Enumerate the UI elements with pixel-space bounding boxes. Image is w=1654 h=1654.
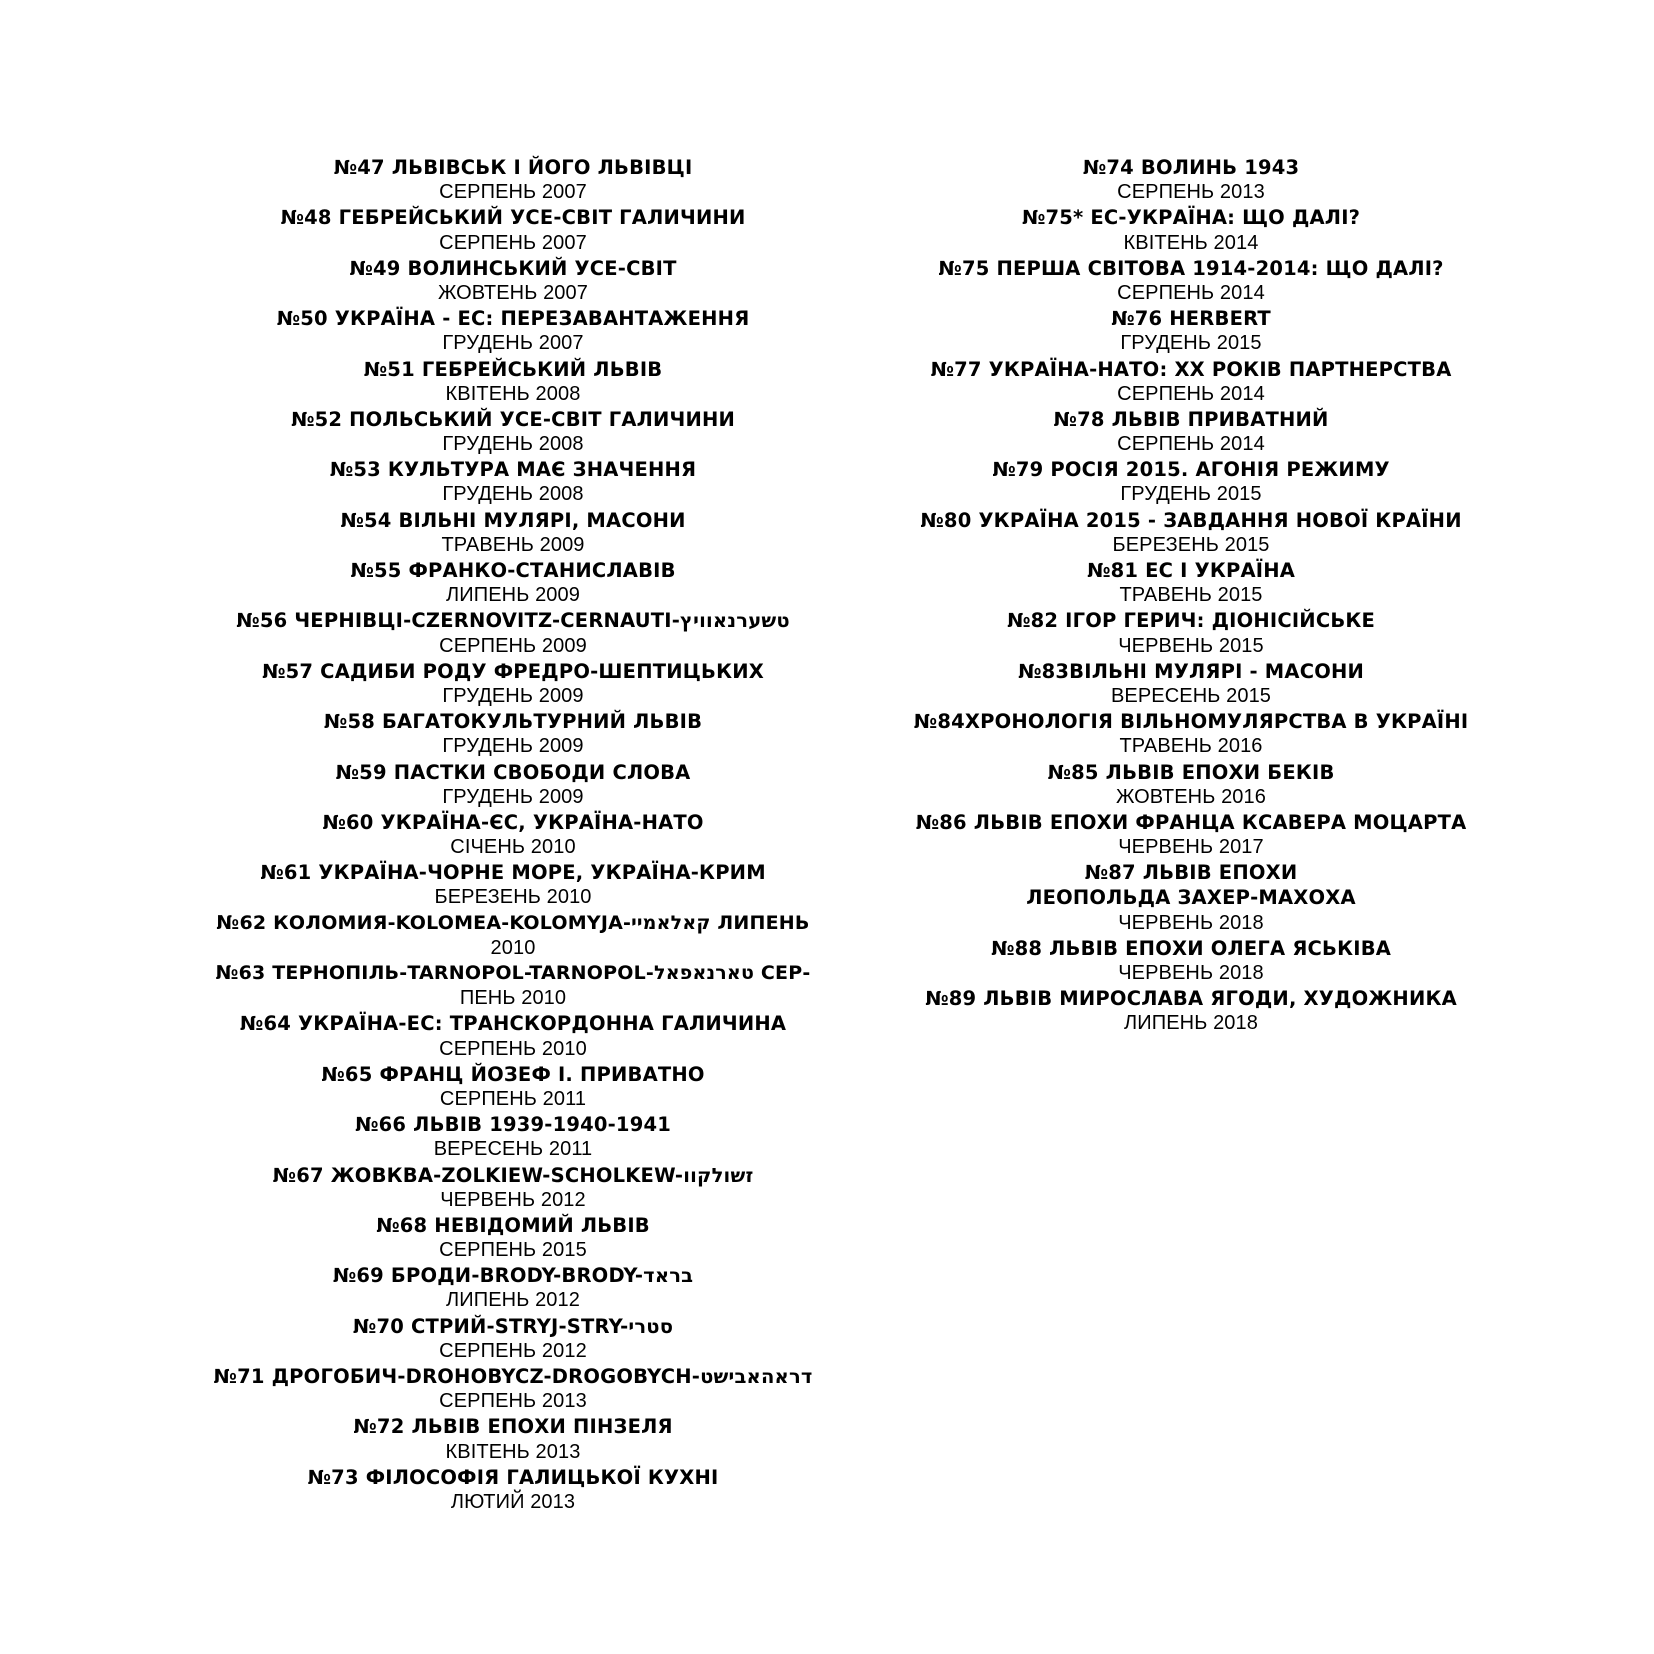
issue-date: СЕРПЕНЬ 2015 xyxy=(439,1239,587,1262)
issue-entry xyxy=(891,760,1491,810)
issue-title: №60 УКРАЇНА-ЄС, УКРАЇНА-НАТО xyxy=(322,810,704,834)
issue-date: ЧЕРВЕНЬ 2012 xyxy=(440,1188,586,1211)
issue-title: №72 ЛЬВІВ ЕПОХИ ПІНЗЕЛЯ xyxy=(353,1415,673,1439)
issue-date: ГРУДЕНЬ 2009 xyxy=(442,735,584,758)
issue-entry xyxy=(213,760,813,810)
issue-title: №71 ДРОГОБИЧ-DROHOBYCZ-DROGOBYCH-דראהאבישט xyxy=(213,1365,813,1388)
issue-date: ПЕНЬ 2010 xyxy=(459,987,567,1010)
issue-date: ЛИПЕНЬ 2009 xyxy=(446,584,580,607)
issue-entry xyxy=(213,1414,813,1464)
issue-date: ЧЕРВЕНЬ 2017 xyxy=(1118,836,1264,859)
issue-date: ГРУДЕНЬ 2015 xyxy=(1120,332,1262,355)
issue-date: БЕРЕЗЕНЬ 2010 xyxy=(434,886,592,909)
issue-title: №61 УКРАЇНА-ЧОРНЕ МОРЕ, УКРАЇНА-КРИМ xyxy=(260,861,766,885)
issue-date: ЛИПЕНЬ 2018 xyxy=(1124,1012,1258,1035)
issue-date: ГРУДЕНЬ 2015 xyxy=(1120,483,1262,506)
issue-entry xyxy=(213,407,813,457)
issue-entry xyxy=(891,936,1491,986)
issue-title: №58 БАГАТОКУЛЬТУРНИЙ ЛЬВІВ xyxy=(323,710,703,734)
issue-date: СЕРПЕНЬ 2012 xyxy=(439,1339,587,1362)
issue-date: КВІТЕНЬ 2008 xyxy=(445,382,581,405)
issue-entry xyxy=(213,256,813,306)
right-column xyxy=(891,155,1491,1037)
issue-entry xyxy=(891,608,1491,658)
issue-title: №68 НЕВІДОМИЙ ЛЬВІВ xyxy=(376,1213,650,1237)
issue-entry xyxy=(213,1465,813,1515)
issue-date: БЕРЕЗЕНЬ 2015 xyxy=(1112,533,1270,556)
issue-title: №89 ЛЬВІВ МИРОСЛАВА ЯГОДИ, ХУДОЖНИКА xyxy=(925,987,1457,1011)
issue-date: ГРУДЕНЬ 2008 xyxy=(442,433,584,456)
issue-title: №75* ЕС-УКРАЇНА: ЩО ДАЛІ? xyxy=(1021,206,1361,230)
issue-title: №75 ПЕРША СВІТОВА 1914-2014: ЩО ДАЛІ? xyxy=(938,256,1444,280)
issue-title: №57 САДИБИ РОДУ ФРЕДРО-ШЕПТИЦЬКИХ xyxy=(262,659,764,683)
issue-title: №77 УКРАЇНА-НАТО: ХХ РОКІВ ПАРТНЕРСТВА xyxy=(930,357,1452,381)
issue-entry xyxy=(891,558,1491,608)
issue-entry xyxy=(891,457,1491,507)
issue-title: №80 УКРАЇНА 2015 - ЗАВДАННЯ НОВОЇ КРАЇНИ xyxy=(920,508,1462,532)
issue-date: СЕРПЕНЬ 2010 xyxy=(439,1037,587,1060)
issue-date: ЖОВТЕНЬ 2007 xyxy=(438,281,588,304)
issue-title: №59 ПАСТКИ СВОБОДИ СЛОВА xyxy=(335,760,691,784)
issue-date: ТРАВЕНЬ 2009 xyxy=(441,533,585,556)
issue-title: №87 ЛЬВІВ ЕПОХИ xyxy=(1084,861,1298,885)
issue-entry xyxy=(891,508,1491,558)
issue-entry xyxy=(213,709,813,759)
issue-entry xyxy=(213,961,813,1011)
issue-date: ГРУДЕНЬ 2008 xyxy=(442,483,584,506)
issue-date: КВІТЕНЬ 2013 xyxy=(445,1440,581,1463)
issue-title: №65 ФРАНЦ ЙОЗЕФ I. ПРИВАТНО xyxy=(321,1062,705,1086)
issue-date: СЕРПЕНЬ 2007 xyxy=(439,181,587,204)
issue-entry xyxy=(891,986,1491,1036)
issue-title: №82 ІГОР ГЕРИЧ: ДІОНІСІЙСЬКЕ xyxy=(1006,609,1376,633)
issue-title: №48 ГЕБРЕЙСЬКИЙ УСЕ-СВІТ ГАЛИЧИНИ xyxy=(280,206,746,230)
issue-date: СЕРПЕНЬ 2007 xyxy=(439,231,587,254)
issue-entry xyxy=(213,1364,813,1414)
issue-title: №56 ЧЕРНІВЦІ-CZERNOVITZ-CERNAUTI-טשערנאוויץ xyxy=(236,609,790,633)
issue-entry xyxy=(213,155,813,205)
issue-entry xyxy=(891,155,1491,205)
issue-entry xyxy=(891,810,1491,860)
issue-title: №62 КОЛОМИЯ-KOLOMEA-KOLOMYJA-קאלאמיי ЛИПЕНЬ xyxy=(216,911,810,934)
issue-entry xyxy=(213,608,813,658)
issue-date: СІЧЕНЬ 2010 xyxy=(450,836,576,859)
issue-date: СЕРПЕНЬ 2013 xyxy=(1117,181,1265,204)
issue-title: №51 ГЕБРЕЙСЬКИЙ ЛЬВІВ xyxy=(363,357,663,381)
issue-title-continued: ЛЕОПОЛЬДА ЗАХЕР-МАХОХА xyxy=(1026,886,1356,910)
issue-date: ГРУДЕНЬ 2009 xyxy=(442,785,584,808)
issue-date: СЕРПЕНЬ 2014 xyxy=(1117,433,1265,456)
issue-title: №52 ПОЛЬСЬКИЙ УСЕ-СВІТ ГАЛИЧИНИ xyxy=(290,407,736,431)
left-column xyxy=(213,155,813,1515)
issue-entry xyxy=(213,205,813,255)
issue-entry xyxy=(213,860,813,910)
issue-entry xyxy=(213,306,813,356)
issue-entry xyxy=(213,1213,813,1263)
issue-date: ТРАВЕНЬ 2015 xyxy=(1119,584,1263,607)
issue-entry xyxy=(213,457,813,507)
issue-date: ГРУДЕНЬ 2009 xyxy=(442,684,584,707)
issue-title: №63 ТЕРНОПІЛЬ-TARNOPOL-TARNOPOL-טארנאפאל СЕР- xyxy=(215,962,811,984)
issue-date: СЕРПЕНЬ 2014 xyxy=(1117,281,1265,304)
issue-entry xyxy=(891,357,1491,407)
issue-entry xyxy=(891,256,1491,306)
issue-title: №49 ВОЛИНСЬКИЙ УСЕ-СВІТ xyxy=(349,256,677,280)
issue-entry xyxy=(213,1112,813,1162)
issue-entry xyxy=(213,1062,813,1112)
issue-entry xyxy=(891,205,1491,255)
issue-date: 2010 xyxy=(490,936,536,959)
issue-date: ЧЕРВЕНЬ 2018 xyxy=(1118,962,1264,984)
issue-entry xyxy=(891,407,1491,457)
issue-entry xyxy=(213,508,813,558)
issue-entry xyxy=(891,306,1491,356)
issue-date: ЧЕРВЕНЬ 2015 xyxy=(1118,634,1264,657)
issue-entry xyxy=(213,558,813,608)
issue-entry xyxy=(213,911,813,961)
issue-title: №67 ЖОВКВА-ZOLKIEW-SCHOLKEW-זשולקוו xyxy=(272,1163,754,1187)
issue-title: №86 ЛЬВІВ ЕПОХИ ФРАНЦА КСАВЕРА МОЦАРТА xyxy=(915,810,1467,834)
issue-title: №55 ФРАНКО-СТАНИСЛАВІВ xyxy=(350,559,676,582)
issue-date: ЖОВТЕНЬ 2016 xyxy=(1116,785,1266,808)
issue-title: №64 УКРАЇНА-ЕС: ТРАНСКОРДОННА ГАЛИЧИНА xyxy=(239,1012,787,1036)
issue-entry xyxy=(213,659,813,709)
issue-title: №47 ЛЬВІВСЬК І ЙОГО ЛЬВІВЦІ xyxy=(333,156,693,179)
issue-date: СЕРПЕНЬ 2009 xyxy=(439,634,587,657)
issue-title: №66 ЛЬВІВ 1939-1940-1941 xyxy=(354,1113,672,1137)
issue-date: ЛИПЕНЬ 2012 xyxy=(446,1289,580,1312)
issue-date: ЛЮТИЙ 2013 xyxy=(450,1490,576,1513)
issue-title: №50 УКРАЇНА - ЕС: ПЕРЕЗАВАНТАЖЕННЯ xyxy=(276,307,750,331)
issue-title: №85 ЛЬВІВ ЕПОХИ БЕКІВ xyxy=(1047,760,1335,784)
issue-entry xyxy=(213,1163,813,1213)
issue-title: №74 ВОЛИНЬ 1943 xyxy=(1082,156,1300,179)
issue-title: №69 БРОДИ-BRODY-BRODY-בראד xyxy=(332,1264,694,1288)
issue-date: ВЕРЕСЕНЬ 2015 xyxy=(1110,684,1272,707)
issue-title: №79 РОСІЯ 2015. АГОНІЯ РЕЖИМУ xyxy=(992,458,1390,482)
issue-date: СЕРПЕНЬ 2013 xyxy=(439,1390,587,1413)
issue-title: №83ВІЛЬНІ МУЛЯРІ - МАСОНИ xyxy=(1017,659,1365,683)
issue-title: №73 ФІЛОСОФІЯ ГАЛИЦЬКОЇ КУХНІ xyxy=(307,1465,719,1489)
issue-date: ТРАВЕНЬ 2016 xyxy=(1119,735,1263,758)
issue-title: №78 ЛЬВІВ ПРИВАТНИЙ xyxy=(1053,407,1329,431)
issue-date: ЧЕРВЕНЬ 2018 xyxy=(1118,911,1264,934)
issue-entry xyxy=(213,810,813,860)
issue-title: №76 HERBERT xyxy=(1111,307,1271,331)
issue-entry xyxy=(213,1263,813,1313)
issue-entry xyxy=(213,1011,813,1061)
issue-date: ГРУДЕНЬ 2007 xyxy=(442,332,584,355)
issue-title: №54 ВІЛЬНІ МУЛЯРІ, МАСОНИ xyxy=(340,508,686,532)
issue-title: №70 СТРИЙ-STRYJ-STRY-סטרי xyxy=(352,1314,674,1338)
issue-entry xyxy=(213,357,813,407)
issue-title: №53 КУЛЬТУРА МАЄ ЗНАЧЕННЯ xyxy=(329,458,697,482)
issue-title: №88 ЛЬВІВ ЕПОХИ ОЛЕГА ЯСЬКІВА xyxy=(990,936,1392,960)
issue-date: ВЕРЕСЕНЬ 2011 xyxy=(433,1138,593,1161)
issue-entry xyxy=(891,659,1491,709)
issue-date: СЕРПЕНЬ 2011 xyxy=(439,1087,587,1110)
issue-entry xyxy=(891,860,1491,936)
issue-entry xyxy=(213,1314,813,1364)
issue-title: №81 ЕС І УКРАЇНА xyxy=(1086,559,1296,582)
issue-title: №84ХРОНОЛОГІЯ ВІЛЬНОМУЛЯРСТВА В УКРАЇНІ xyxy=(913,710,1469,734)
issue-entry xyxy=(891,709,1491,759)
issue-date: КВІТЕНЬ 2014 xyxy=(1123,231,1259,254)
issue-date: СЕРПЕНЬ 2014 xyxy=(1117,382,1265,405)
